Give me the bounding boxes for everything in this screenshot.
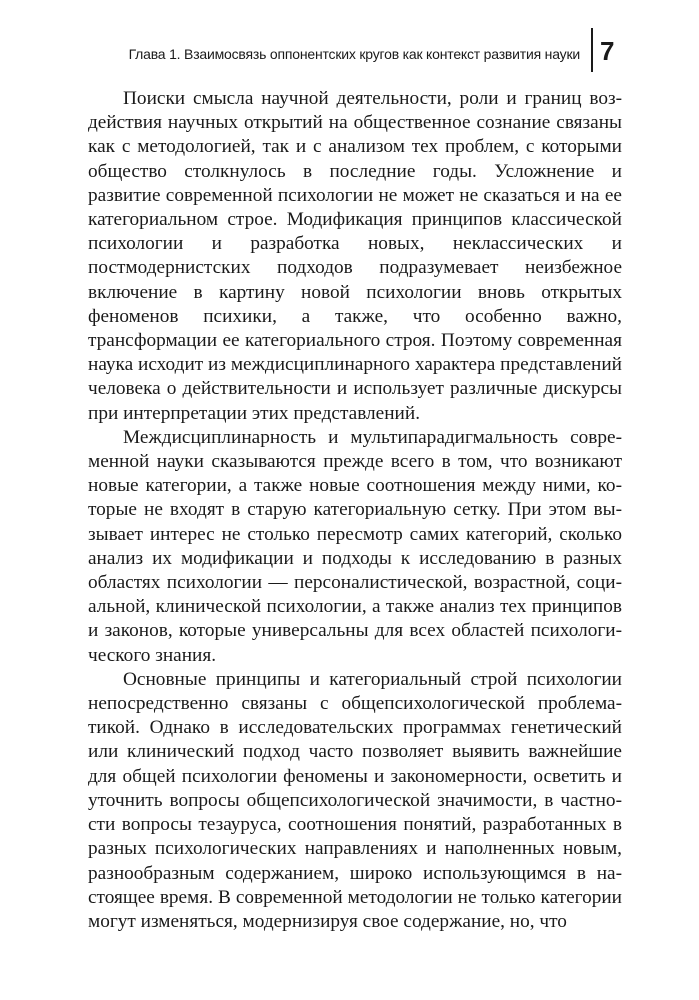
header-divider [591,28,593,72]
paragraph: Основные принципы и категориальный строй психологии непосредственно связаны с общепсихологической проблематикой. Однако в исследовательских программах генетический или клинический подход часто позволяет выявить важнейшие для общей психологии феномены и закономерности, осветить и уточнить вопросы общепсихологической значимости, в частности вопросы тезауруса, соотношения понятий, разработанных в разных психологических направлениях и наполненных новым, разнообразным содержанием, широко использующимся в настоящее время. В современной методологии не только категории могут изменяться, модернизируя свое содержание, но, что [88,668,622,932]
paragraph: Междисциплинарность и мультипарадигмальность современной науки сказываются прежде всего в том, что возникают новые категории, а также новые соотношения между ними, которые не входят в старую категориальную сетку. При этом вызывает интерес не столько пересмотр самих категорий, сколько анализ их модификации и подходы к исследованию в разных областях психологии — персоналистической, возрастной, социальной, клинической психологии, а также анализ тех принципов и законов, которые универсальны для всех областей психологического знания. [88,426,622,666]
page-header [0,28,699,72]
paragraph: Поиски смысла научной деятельности, роли и границ воздействия научных открытий на общественное сознание связаны как с методологией, так и с анализом тех проблем, с которыми общество столкнулось в последние годы. Усложнение и развитие современной психологии не может не сказаться и на ее категориальном строе. Модификация принципов классической психологии и разработка новых, неклассических и постмодернистских подходов подразумевает неизбежное включение в картину новой психологии вновь открытых феноменов психики, а также, что особенно важно, трансформации ее категориального строя. Поэтому современная наука исходит из междисциплинарного характера представлений человека о действительности и использует различные дискурсы при интерпретации этих представлений. [88,88,622,424]
body-text [88,87,622,934]
running-head: Глава 1. Взаимосвязь оппонентских кругов как контекст развития науки [128,46,580,62]
page-number: 7 [600,36,615,66]
